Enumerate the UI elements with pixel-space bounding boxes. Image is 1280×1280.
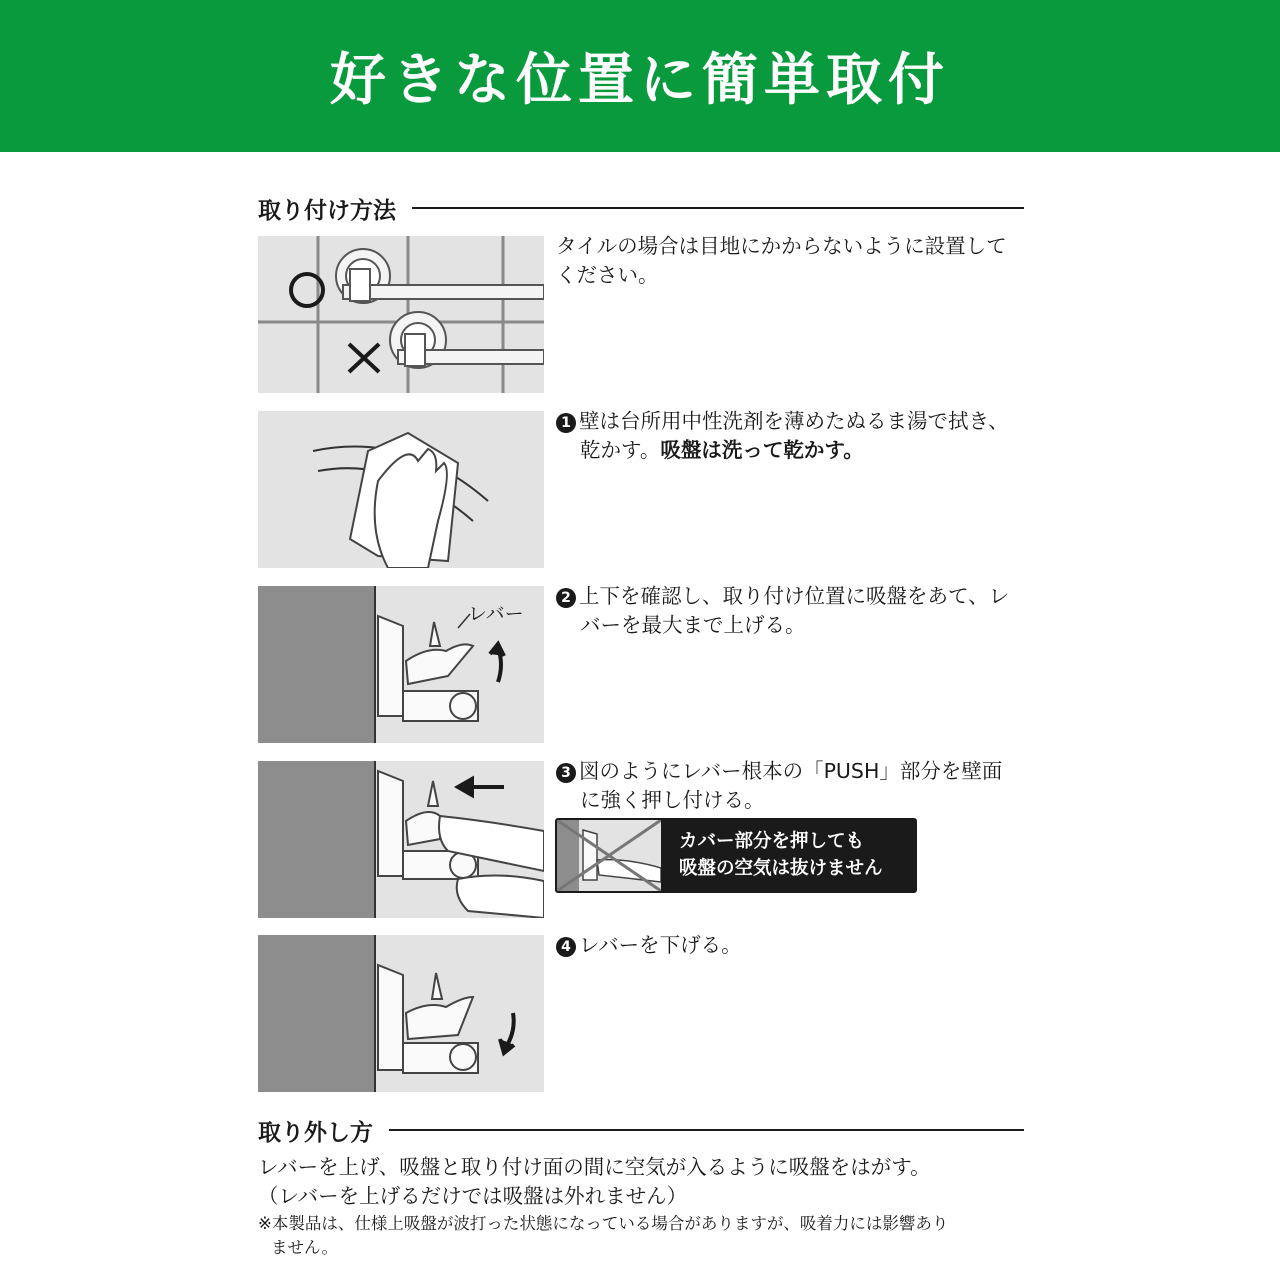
- step-1-line1: 壁は台所用中性洗剤を薄めたぬるま湯で拭き、: [579, 409, 1009, 433]
- wipe-illustration: [258, 411, 544, 568]
- step-1-number: 1: [556, 413, 576, 433]
- step-tile-line2: ください。: [556, 263, 659, 287]
- step-tile-text: [556, 232, 1034, 290]
- removal-text: [258, 1153, 1038, 1211]
- step-2-number: 2: [556, 588, 576, 608]
- note-line2: ません。: [271, 1238, 338, 1257]
- tile-illustration: [258, 236, 544, 393]
- warning-line1: カバー部分を押しても: [679, 831, 865, 852]
- step-1-bold: 吸盤は洗って乾かす。: [660, 438, 864, 462]
- step-2-line2: バーを最大まで上げる。: [580, 613, 806, 637]
- removal-line1: レバーを上げ、吸盤と取り付け面の間に空気が入るように吸盤をはがす。: [258, 1155, 931, 1179]
- warning-text: [679, 828, 883, 882]
- arrow-left-icon: [458, 779, 504, 795]
- step-4-text: [556, 931, 1034, 960]
- step-tile-line1: タイルの場合は目地にかからないように設置して: [556, 234, 1007, 258]
- note-text: [258, 1212, 1038, 1260]
- banner-title: 好きな位置に簡単取付: [330, 48, 950, 113]
- step-3-text: [556, 757, 1034, 815]
- suction-cup-wrong-icon: [390, 312, 544, 368]
- heading-rule: [412, 207, 1024, 209]
- removal-heading-label: 取り外し方: [258, 1119, 373, 1146]
- install-heading: [258, 188, 1024, 228]
- step-2-line1: 上下を確認し、取り付け位置に吸盤をあて、レ: [579, 584, 1010, 608]
- removal-line2: （レバーを上げるだけでは吸盤は外れません）: [258, 1184, 688, 1208]
- arrow-down-icon: [500, 1013, 514, 1053]
- hook-bracket-icon: [378, 965, 478, 1073]
- arrow-up-icon: [490, 644, 504, 682]
- install-heading-label: 取り付け方法: [258, 197, 396, 224]
- heading-rule: [389, 1129, 1024, 1131]
- step-1-text: [556, 407, 1034, 465]
- cloth-hand-icon: [350, 433, 458, 568]
- step-4-line1: レバーを下げる。: [579, 933, 742, 957]
- wrong-mark-icon: [349, 344, 379, 372]
- lever-up-illustration: [258, 586, 544, 743]
- removal-heading: [258, 1110, 1024, 1150]
- lever-label: レバー: [468, 603, 524, 625]
- note-line1: ※本製品は、仕様上吸盤が波打った状態になっている場合がありますが、吸着力には影響あり: [258, 1214, 949, 1233]
- suction-cup-correct-icon: [336, 249, 544, 303]
- hook-bracket-icon: [378, 616, 478, 721]
- warning-line2: 吸盤の空気は抜けません: [679, 858, 883, 879]
- lever-down-illustration: [258, 935, 544, 1092]
- warning-thumbnail: [557, 820, 661, 891]
- title-banner: [0, 0, 1280, 152]
- step-3-number: 3: [556, 763, 576, 783]
- push-illustration: [258, 761, 544, 918]
- step-3-line2: に強く押し付ける。: [580, 788, 765, 812]
- step-1-line2: 乾かす。: [580, 438, 661, 462]
- step-2-text: [556, 582, 1034, 640]
- step-3-line1: 図のようにレバー根本の「PUSH」部分を壁面: [579, 759, 1003, 783]
- warning-box: [555, 818, 917, 893]
- step-4-number: 4: [556, 937, 576, 957]
